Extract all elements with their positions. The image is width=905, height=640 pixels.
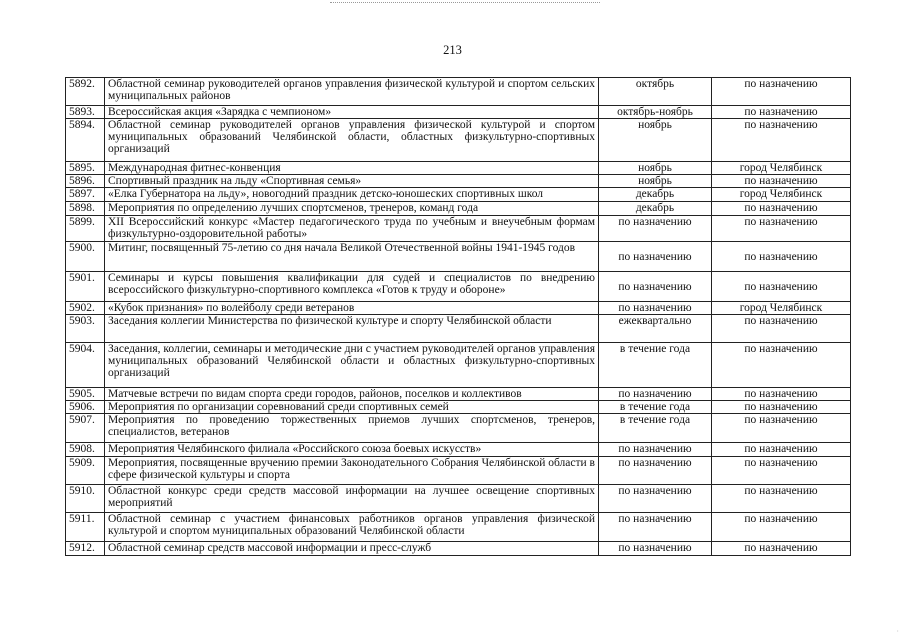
row-number: 5906. [66, 401, 105, 414]
event-title: Международная фитнес-конвенция [105, 162, 599, 175]
row-number: 5893. [66, 106, 105, 119]
event-title: Заседания коллегии Министерства по физической культуре и спорту Челябинской области [105, 315, 599, 343]
table-row [66, 388, 851, 401]
row-number: 5892. [66, 78, 105, 106]
event-date: по назначению [599, 485, 712, 513]
event-title: Мероприятия Челябинского филиала «Российского союза боевых искусств» [105, 443, 599, 457]
scan-corner-mark: · [896, 627, 899, 636]
row-number: 5909. [66, 457, 105, 485]
row-number: 5905. [66, 388, 105, 401]
event-place: город Челябинск [712, 188, 851, 202]
row-number: 5900. [66, 242, 105, 272]
event-title: Областной семинар средств массовой информации и пресс-служб [105, 542, 599, 556]
row-number: 5912. [66, 542, 105, 556]
event-date: по назначению [599, 443, 712, 457]
event-title: Матчевые встречи по видам спорта среди городов, районов, поселков и коллективов [105, 388, 599, 401]
row-number: 5902. [66, 302, 105, 315]
event-title: Областной семинар руководителей органов управления физической культурой и спортом сельских муниципальных районов [105, 78, 599, 106]
event-date: по назначению [599, 272, 712, 302]
row-number: 5908. [66, 443, 105, 457]
event-date: в течение года [599, 343, 712, 388]
event-date: в течение года [599, 414, 712, 443]
event-place: город Челябинск [712, 302, 851, 315]
event-date: ноябрь [599, 162, 712, 175]
table-row [66, 175, 851, 188]
row-number: 5894. [66, 119, 105, 162]
event-place: по назначению [712, 216, 851, 242]
table-row [66, 485, 851, 513]
table-row [66, 272, 851, 302]
table-row [66, 443, 851, 457]
event-place: по назначению [712, 443, 851, 457]
row-number: 5895. [66, 162, 105, 175]
table-row [66, 162, 851, 175]
event-place: по назначению [712, 343, 851, 388]
event-place: по назначению [712, 315, 851, 343]
table-row [66, 513, 851, 542]
event-date: по назначению [599, 216, 712, 242]
event-title: Областной конкурс среди средств массовой информации на лучшее освещение спортивных мероприятий [105, 485, 599, 513]
table-row [66, 302, 851, 315]
event-title: Спортивный праздник на льду «Спортивная семья» [105, 175, 599, 188]
event-date: ежеквартально [599, 315, 712, 343]
event-title: Мероприятия, посвященные вручению премии Законодательного Собрания Челябинской области в сфере физической культуры и спорта [105, 457, 599, 485]
event-place: по назначению [712, 242, 851, 272]
event-date: ноябрь [599, 175, 712, 188]
table-row [66, 242, 851, 272]
scan-top-line [330, 2, 600, 3]
event-place: по назначению [712, 202, 851, 216]
event-date: по назначению [599, 457, 712, 485]
event-place: по назначению [712, 272, 851, 302]
table-row [66, 343, 851, 388]
table-row [66, 202, 851, 216]
event-date: по назначению [599, 242, 712, 272]
event-date: октябрь [599, 78, 712, 106]
events-table-body [66, 78, 851, 556]
event-date: декабрь [599, 202, 712, 216]
event-title: Областной семинар руководителей органов управления физической культурой и спортом муниципальных образований Челябинской области, областных физкультурно-спортивных организаций [105, 119, 599, 162]
table-row [66, 401, 851, 414]
row-number: 5904. [66, 343, 105, 388]
row-number: 5899. [66, 216, 105, 242]
row-number: 5901. [66, 272, 105, 302]
table-row [66, 457, 851, 485]
table-row [66, 542, 851, 556]
event-date: по назначению [599, 513, 712, 542]
event-date: октябрь-ноябрь [599, 106, 712, 119]
row-number: 5897. [66, 188, 105, 202]
event-title: Областной семинар с участием финансовых работников органов управления физической культурой и спортом муниципальных образований Челябинской области [105, 513, 599, 542]
table-row [66, 188, 851, 202]
event-place: по назначению [712, 175, 851, 188]
row-number: 5903. [66, 315, 105, 343]
event-place: город Челябинск [712, 162, 851, 175]
event-title: Мероприятия по проведению торжественных приемов лучших спортсменов, тренеров, специалистов, ветеранов [105, 414, 599, 443]
page-number: 213 [443, 43, 462, 57]
row-number: 5911. [66, 513, 105, 542]
events-table [65, 77, 851, 556]
table-row [66, 315, 851, 343]
event-place: по назначению [712, 542, 851, 556]
event-place: по назначению [712, 414, 851, 443]
event-place: по назначению [712, 78, 851, 106]
event-title: Заседания, коллегии, семинары и методические дни с участием руководителей органов управления муниципальных образований Челябинской области и областных физкультурно-спортивных организаций [105, 343, 599, 388]
event-title: Всероссийская акция «Зарядка с чемпионом» [105, 106, 599, 119]
event-place: по назначению [712, 106, 851, 119]
event-date: ноябрь [599, 119, 712, 162]
event-date: декабрь [599, 188, 712, 202]
table-row [66, 414, 851, 443]
row-number: 5910. [66, 485, 105, 513]
event-date: по назначению [599, 542, 712, 556]
event-date: по назначению [599, 302, 712, 315]
event-title: XII Всероссийский конкурс «Мастер педагогического труда по учебным и внеучебным формам физкультурно-оздоровительной работы» [105, 216, 599, 242]
row-number: 5907. [66, 414, 105, 443]
event-title: Мероприятия по определению лучших спортсменов, тренеров, команд года [105, 202, 599, 216]
event-date: в течение года [599, 401, 712, 414]
event-place: по назначению [712, 401, 851, 414]
table-row [66, 216, 851, 242]
table-row [66, 78, 851, 106]
event-place: по назначению [712, 119, 851, 162]
event-place: по назначению [712, 457, 851, 485]
row-number: 5896. [66, 175, 105, 188]
event-title: Семинары и курсы повышения квалификации для судей и специалистов по внедрению всероссийского физкультурно-спортивного комплекса «Готов к труду и обороне» [105, 272, 599, 302]
row-number: 5898. [66, 202, 105, 216]
event-place: по назначению [712, 513, 851, 542]
event-title: Мероприятия по организации соревнований среди спортивных семей [105, 401, 599, 414]
table-row [66, 119, 851, 162]
event-title: «Елка Губернатора на льду», новогодний праздник детско-юношеских спортивных школ [105, 188, 599, 202]
table-row [66, 106, 851, 119]
event-place: по назначению [712, 485, 851, 513]
event-title: Митинг, посвященный 75-летию со дня начала Великой Отечественной войны 1941-1945 годов [105, 242, 599, 272]
event-date: по назначению [599, 388, 712, 401]
event-title: «Кубок признания» по волейболу среди ветеранов [105, 302, 599, 315]
event-place: по назначению [712, 388, 851, 401]
